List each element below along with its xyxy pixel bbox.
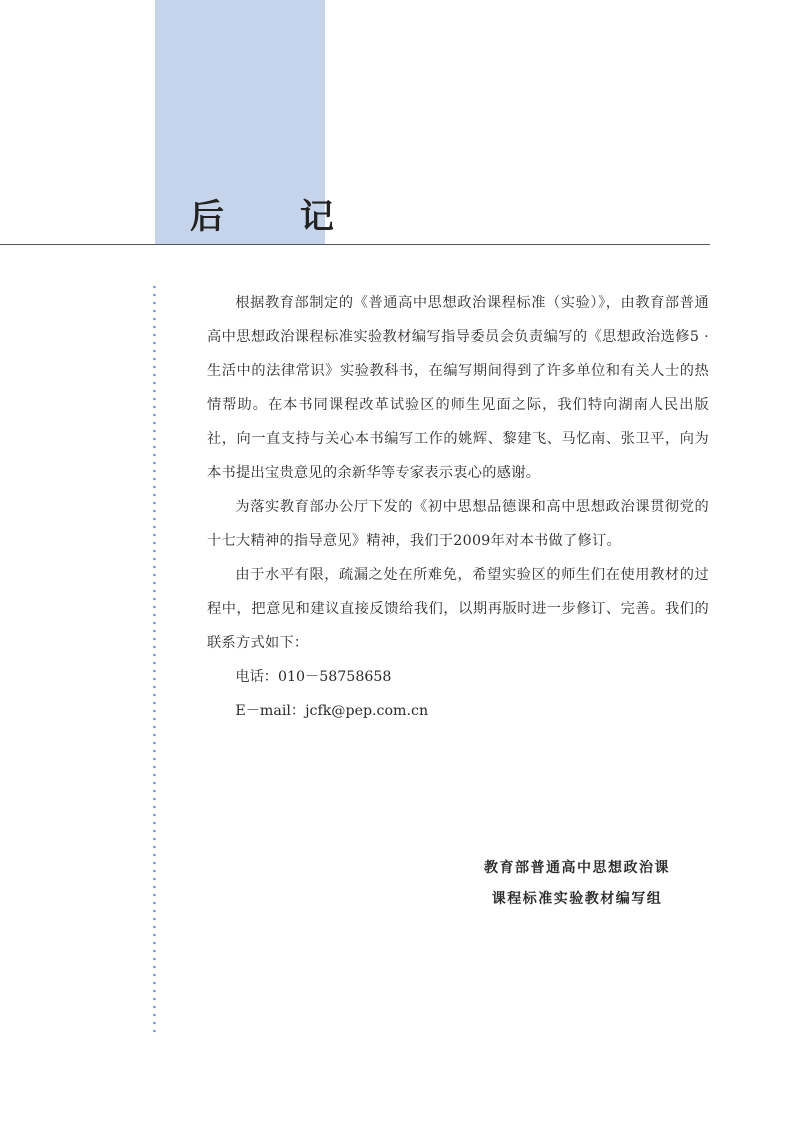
signature-line-1: 教育部普通高中思想政治课 bbox=[484, 860, 670, 876]
header-rule bbox=[0, 244, 710, 245]
signature-block bbox=[484, 853, 670, 915]
signature-line-2: 课程标准实验教材编写组 bbox=[491, 891, 663, 907]
contact-phone: 电话：010－58758658 bbox=[235, 669, 392, 685]
contact-email: E－mail：jcfk@pep.com.cn bbox=[235, 703, 429, 719]
page-title: 后 记 bbox=[190, 197, 366, 237]
paragraph-acknowledgement: 根据教育部制定的《普通高中思想政治课程标准（实验）》，由教育部普通高中思想政治课程标准实验教材编写指导委员会负责编写的《思想政治选修5 · 生活中的法律常识》实验教科书，在编写期间得到了许多单位和有关人士的热情帮助。在本书同课程改革试验区的师生见面之际，我们特向湖南人民出版社，向一直支持与关心本书编写工作的姚辉、黎建飞、马忆南、张卫平，向为本书提出宝贵意见的余新华等专家表示衷心的感谢。 bbox=[207, 295, 709, 481]
afterword-body bbox=[207, 286, 709, 728]
paragraph-revision: 为落实教育部办公厅下发的《初中思想品德课和高中思想政治课贯彻党的十七大精神的指导意见》精神，我们于2009年对本书做了修订。 bbox=[207, 499, 709, 549]
paragraph-feedback: 由于水平有限，疏漏之处在所难免，希望实验区的师生们在使用教材的过程中，把意见和建议直接反馈给我们，以期再版时进一步修订、完善。我们的联系方式如下： bbox=[207, 567, 709, 651]
dotted-margin-line bbox=[153, 283, 156, 1035]
